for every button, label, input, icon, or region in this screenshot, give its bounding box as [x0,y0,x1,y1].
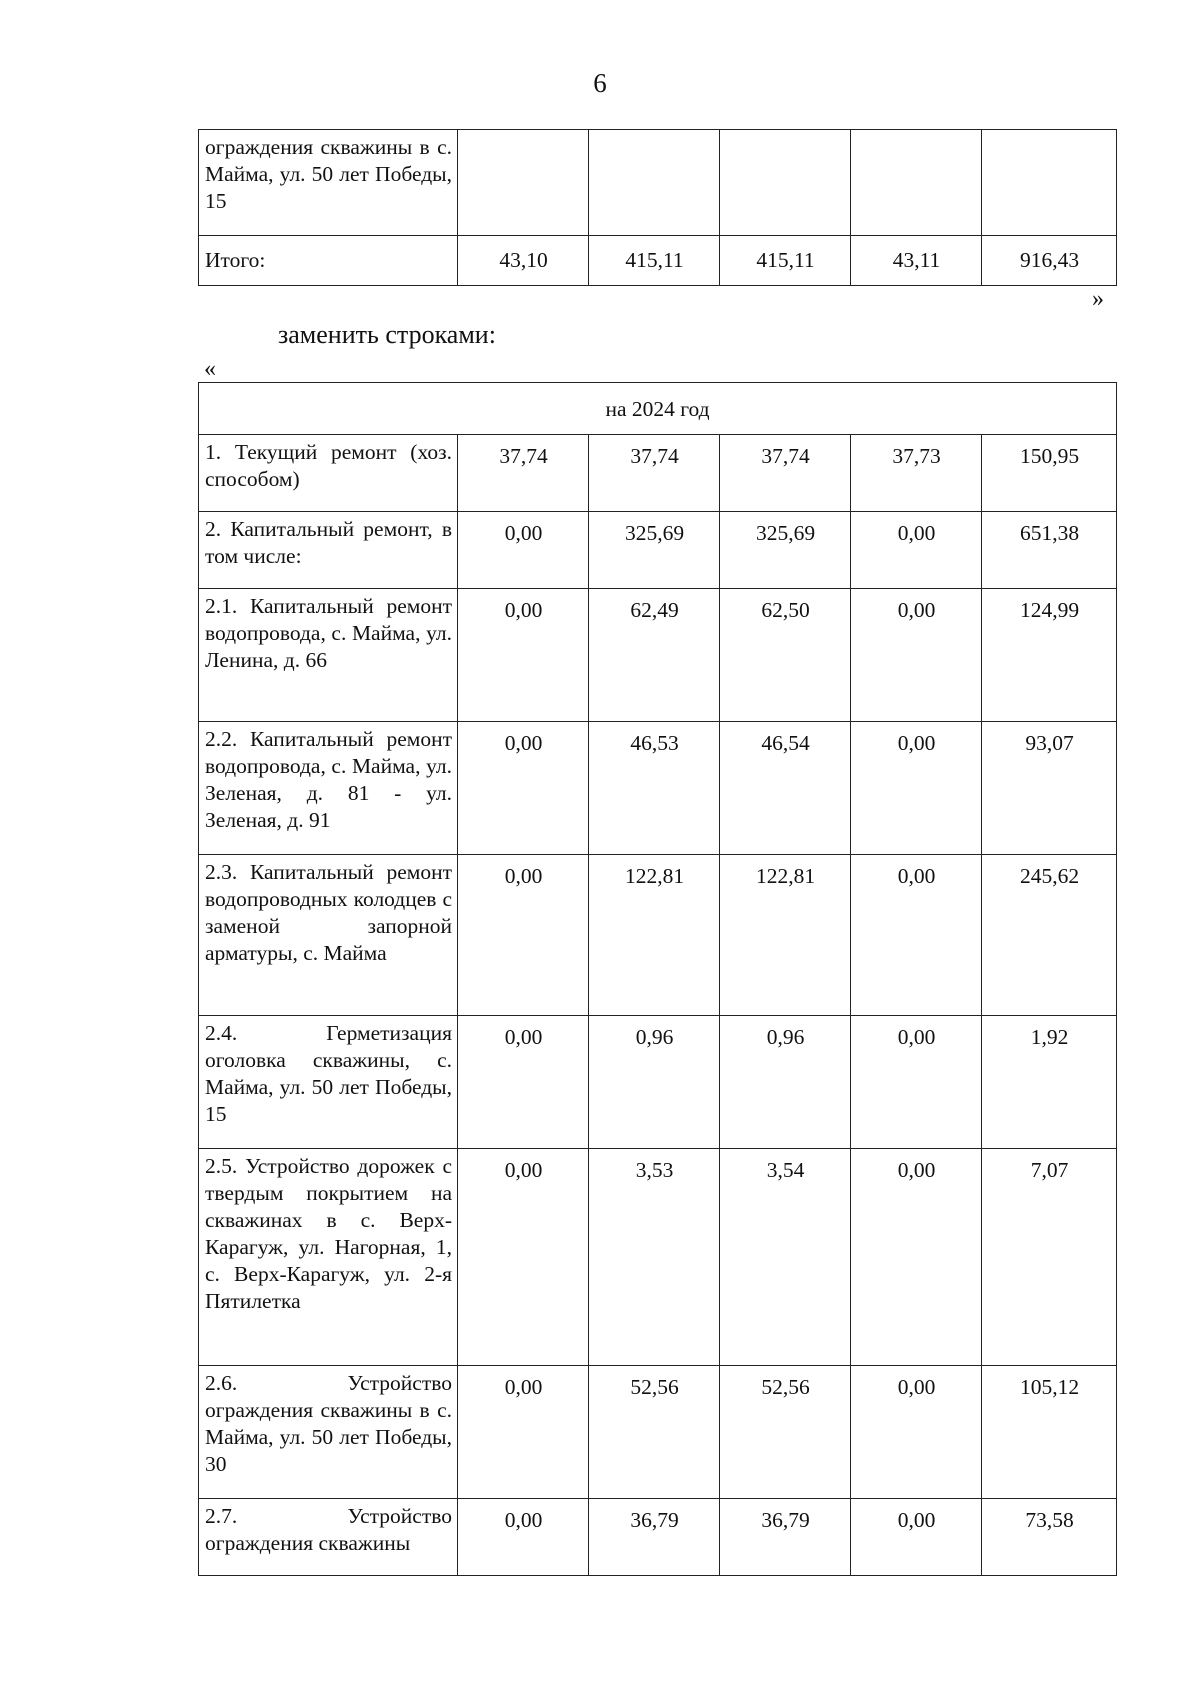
row-label: 2.6. Устройство ограждения скважины в с. Майма, ул. 50 лет Победы, 30 [199,1366,458,1499]
value-cell: 122,81 [589,855,720,1016]
row-label: 2.2. Капитальный ремонт водопровода, с. Майма, ул. Зеленая, д. 81 - ул. Зеленая, д. 91 [199,722,458,855]
opening-quote: « [204,356,216,382]
table-row [199,589,1117,722]
row-label: 2.4. Герметизация оголовка скважины, с. Майма, ул. 50 лет Победы, 15 [199,1016,458,1149]
value-cell: 0,00 [458,512,589,589]
value-cell [720,130,851,236]
value-cell: 37,74 [589,435,720,512]
value-cell: 0,00 [458,722,589,855]
value-cell: 62,49 [589,589,720,722]
value-cell: 0,00 [851,855,982,1016]
value-cell: 1,92 [982,1016,1117,1149]
value-cell: 916,43 [982,236,1117,286]
table-row [199,1016,1117,1149]
value-cell: 43,11 [851,236,982,286]
value-cell: 52,56 [589,1366,720,1499]
value-cell: 0,00 [851,1016,982,1149]
row-label: 2.7. Устройство ограждения скважины [199,1499,458,1576]
table-row [199,1499,1117,1576]
value-cell: 3,54 [720,1149,851,1366]
value-cell: 0,00 [851,722,982,855]
value-cell: 3,53 [589,1149,720,1366]
year-header: на 2024 год [199,383,1117,435]
value-cell: 0,00 [851,589,982,722]
total-row [199,236,1117,286]
row-label: 2.1. Капитальный ремонт водопровода, с. Майма, ул. Ленина, д. 66 [199,589,458,722]
value-cell: 0,00 [458,855,589,1016]
value-cell: 37,74 [720,435,851,512]
value-cell: 46,54 [720,722,851,855]
value-cell: 245,62 [982,855,1117,1016]
value-cell: 105,12 [982,1366,1117,1499]
value-cell: 0,00 [851,512,982,589]
value-cell: 325,69 [720,512,851,589]
value-cell: 0,00 [458,1149,589,1366]
year-header-row [199,383,1117,435]
value-cell: 415,11 [720,236,851,286]
row-label: Итого: [199,236,458,286]
value-cell: 7,07 [982,1149,1117,1366]
value-cell: 0,00 [458,1016,589,1149]
value-cell: 46,53 [589,722,720,855]
row-label: ограждения скважины в с. Майма, ул. 50 лет Победы, 15 [199,130,458,236]
value-cell: 37,73 [851,435,982,512]
value-cell: 124,99 [982,589,1117,722]
value-cell [851,130,982,236]
row-label: 2.3. Капитальный ремонт водопроводных колодцев с заменой запорной арматуры, с. Майма [199,855,458,1016]
value-cell [589,130,720,236]
value-cell: 52,56 [720,1366,851,1499]
table-row [199,512,1117,589]
table-row [199,1149,1117,1366]
value-cell [458,130,589,236]
closing-quote: » [1092,286,1104,312]
page-number: 6 [593,68,607,98]
value-cell: 0,00 [458,589,589,722]
value-cell: 0,00 [458,1499,589,1576]
value-cell: 0,00 [851,1149,982,1366]
table-row [199,130,1117,236]
value-cell: 651,38 [982,512,1117,589]
value-cell: 122,81 [720,855,851,1016]
row-label: 2. Капитальный ремонт, в том числе: [199,512,458,589]
table-row [199,1366,1117,1499]
row-label: 2.5. Устройство дорожек с твердым покрытием на скважинах в с. Верх-Карагуж, ул. Нагорная, 1, с. Верх-Карагуж, ул. 2-я Пятилетка [199,1149,458,1366]
replacement-rows-table [198,382,1117,1576]
value-cell: 325,69 [589,512,720,589]
table-row [199,435,1117,512]
replace-instruction: заменить строками: [278,320,496,349]
value-cell: 93,07 [982,722,1117,855]
value-cell: 36,79 [720,1499,851,1576]
value-cell: 37,74 [458,435,589,512]
table-row [199,855,1117,1016]
value-cell: 0,96 [589,1016,720,1149]
value-cell: 0,00 [851,1499,982,1576]
previous-rows-table [198,129,1117,286]
value-cell: 0,00 [851,1366,982,1499]
value-cell: 43,10 [458,236,589,286]
row-label: 1. Текущий ремонт (хоз. способом) [199,435,458,512]
value-cell: 150,95 [982,435,1117,512]
value-cell: 73,58 [982,1499,1117,1576]
value-cell: 62,50 [720,589,851,722]
value-cell: 0,00 [458,1366,589,1499]
value-cell [982,130,1117,236]
value-cell: 0,96 [720,1016,851,1149]
value-cell: 415,11 [589,236,720,286]
value-cell: 36,79 [589,1499,720,1576]
table-row [199,722,1117,855]
